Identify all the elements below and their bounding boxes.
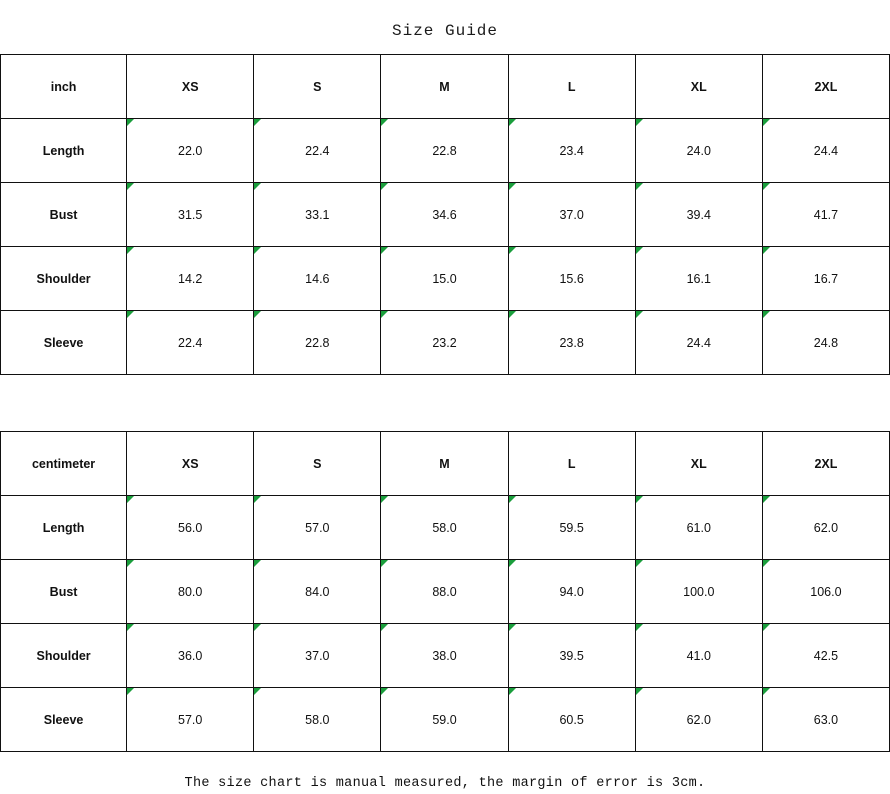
cell-cm-sleeve-l: 60.5 [508, 688, 635, 752]
table-row [1, 247, 890, 311]
cell-cm-bust-2xl: 106.0 [762, 560, 889, 624]
row-label-bust: Bust [1, 560, 127, 624]
row-label-length: Length [1, 119, 127, 183]
cell-inch-sleeve-xs: 22.4 [127, 311, 254, 375]
cell-inch-shoulder-2xl: 16.7 [762, 247, 889, 311]
size-table-inch-body [1, 55, 890, 375]
column-header-xl: XL [635, 432, 762, 496]
unit-label-centimeter: centimeter [1, 432, 127, 496]
cell-cm-bust-xs: 80.0 [127, 560, 254, 624]
cell-inch-sleeve-2xl: 24.8 [762, 311, 889, 375]
cell-inch-length-s: 22.4 [254, 119, 381, 183]
table-row [1, 688, 890, 752]
cell-inch-length-m: 22.8 [381, 119, 508, 183]
size-table-centimeter-body [1, 432, 890, 752]
column-header-xs: XS [127, 432, 254, 496]
page-title: Size Guide [391, 22, 498, 40]
cell-inch-shoulder-xl: 16.1 [635, 247, 762, 311]
cell-cm-sleeve-2xl: 63.0 [762, 688, 889, 752]
cell-cm-bust-xl: 100.0 [635, 560, 762, 624]
table-row [1, 496, 890, 560]
size-table-inch [0, 54, 890, 375]
table-separator [0, 375, 890, 431]
column-header-2xl: 2XL [762, 55, 889, 119]
cell-cm-sleeve-xl: 62.0 [635, 688, 762, 752]
column-header-s: S [254, 55, 381, 119]
table-header-row [1, 432, 890, 496]
cell-inch-bust-s: 33.1 [254, 183, 381, 247]
cell-cm-length-xl: 61.0 [635, 496, 762, 560]
size-table-centimeter [0, 431, 890, 752]
cell-inch-length-xs: 22.0 [127, 119, 254, 183]
cell-inch-bust-xs: 31.5 [127, 183, 254, 247]
cell-inch-shoulder-m: 15.0 [381, 247, 508, 311]
cell-inch-bust-l: 37.0 [508, 183, 635, 247]
cell-cm-length-l: 59.5 [508, 496, 635, 560]
column-header-l: L [508, 55, 635, 119]
measurement-disclaimer: The size chart is manual measured, the margin of error is 3cm. [184, 776, 706, 791]
column-header-xl: XL [635, 55, 762, 119]
row-label-shoulder: Shoulder [1, 624, 127, 688]
cell-cm-bust-s: 84.0 [254, 560, 381, 624]
cell-inch-shoulder-s: 14.6 [254, 247, 381, 311]
cell-cm-shoulder-s: 37.0 [254, 624, 381, 688]
table-row [1, 311, 890, 375]
column-header-xs: XS [127, 55, 254, 119]
cell-cm-length-xs: 56.0 [127, 496, 254, 560]
cell-inch-sleeve-s: 22.8 [254, 311, 381, 375]
column-header-s: S [254, 432, 381, 496]
cell-inch-length-2xl: 24.4 [762, 119, 889, 183]
cell-cm-shoulder-l: 39.5 [508, 624, 635, 688]
table-row [1, 624, 890, 688]
table-row [1, 119, 890, 183]
column-header-m: M [381, 432, 508, 496]
cell-cm-bust-l: 94.0 [508, 560, 635, 624]
row-label-sleeve: Sleeve [1, 311, 127, 375]
cell-cm-shoulder-xl: 41.0 [635, 624, 762, 688]
cell-cm-shoulder-xs: 36.0 [127, 624, 254, 688]
cell-cm-sleeve-m: 59.0 [381, 688, 508, 752]
column-header-2xl: 2XL [762, 432, 889, 496]
cell-inch-shoulder-l: 15.6 [508, 247, 635, 311]
cell-inch-bust-m: 34.6 [381, 183, 508, 247]
column-header-l: L [508, 432, 635, 496]
cell-inch-sleeve-xl: 24.4 [635, 311, 762, 375]
cell-inch-sleeve-l: 23.8 [508, 311, 635, 375]
cell-cm-sleeve-s: 58.0 [254, 688, 381, 752]
cell-inch-length-l: 23.4 [508, 119, 635, 183]
cell-cm-shoulder-2xl: 42.5 [762, 624, 889, 688]
row-label-shoulder: Shoulder [1, 247, 127, 311]
cell-cm-shoulder-m: 38.0 [381, 624, 508, 688]
cell-cm-bust-m: 88.0 [381, 560, 508, 624]
cell-cm-sleeve-xs: 57.0 [127, 688, 254, 752]
row-label-sleeve: Sleeve [1, 688, 127, 752]
table-row [1, 183, 890, 247]
row-label-bust: Bust [1, 183, 127, 247]
unit-label-inch: inch [1, 55, 127, 119]
row-label-length: Length [1, 496, 127, 560]
cell-cm-length-2xl: 62.0 [762, 496, 889, 560]
cell-cm-length-s: 57.0 [254, 496, 381, 560]
table-row [1, 560, 890, 624]
cell-inch-length-xl: 24.0 [635, 119, 762, 183]
cell-inch-bust-xl: 39.4 [635, 183, 762, 247]
table-header-row [1, 55, 890, 119]
cell-inch-bust-2xl: 41.7 [762, 183, 889, 247]
column-header-m: M [381, 55, 508, 119]
cell-cm-length-m: 58.0 [381, 496, 508, 560]
cell-inch-shoulder-xs: 14.2 [127, 247, 254, 311]
cell-inch-sleeve-m: 23.2 [381, 311, 508, 375]
